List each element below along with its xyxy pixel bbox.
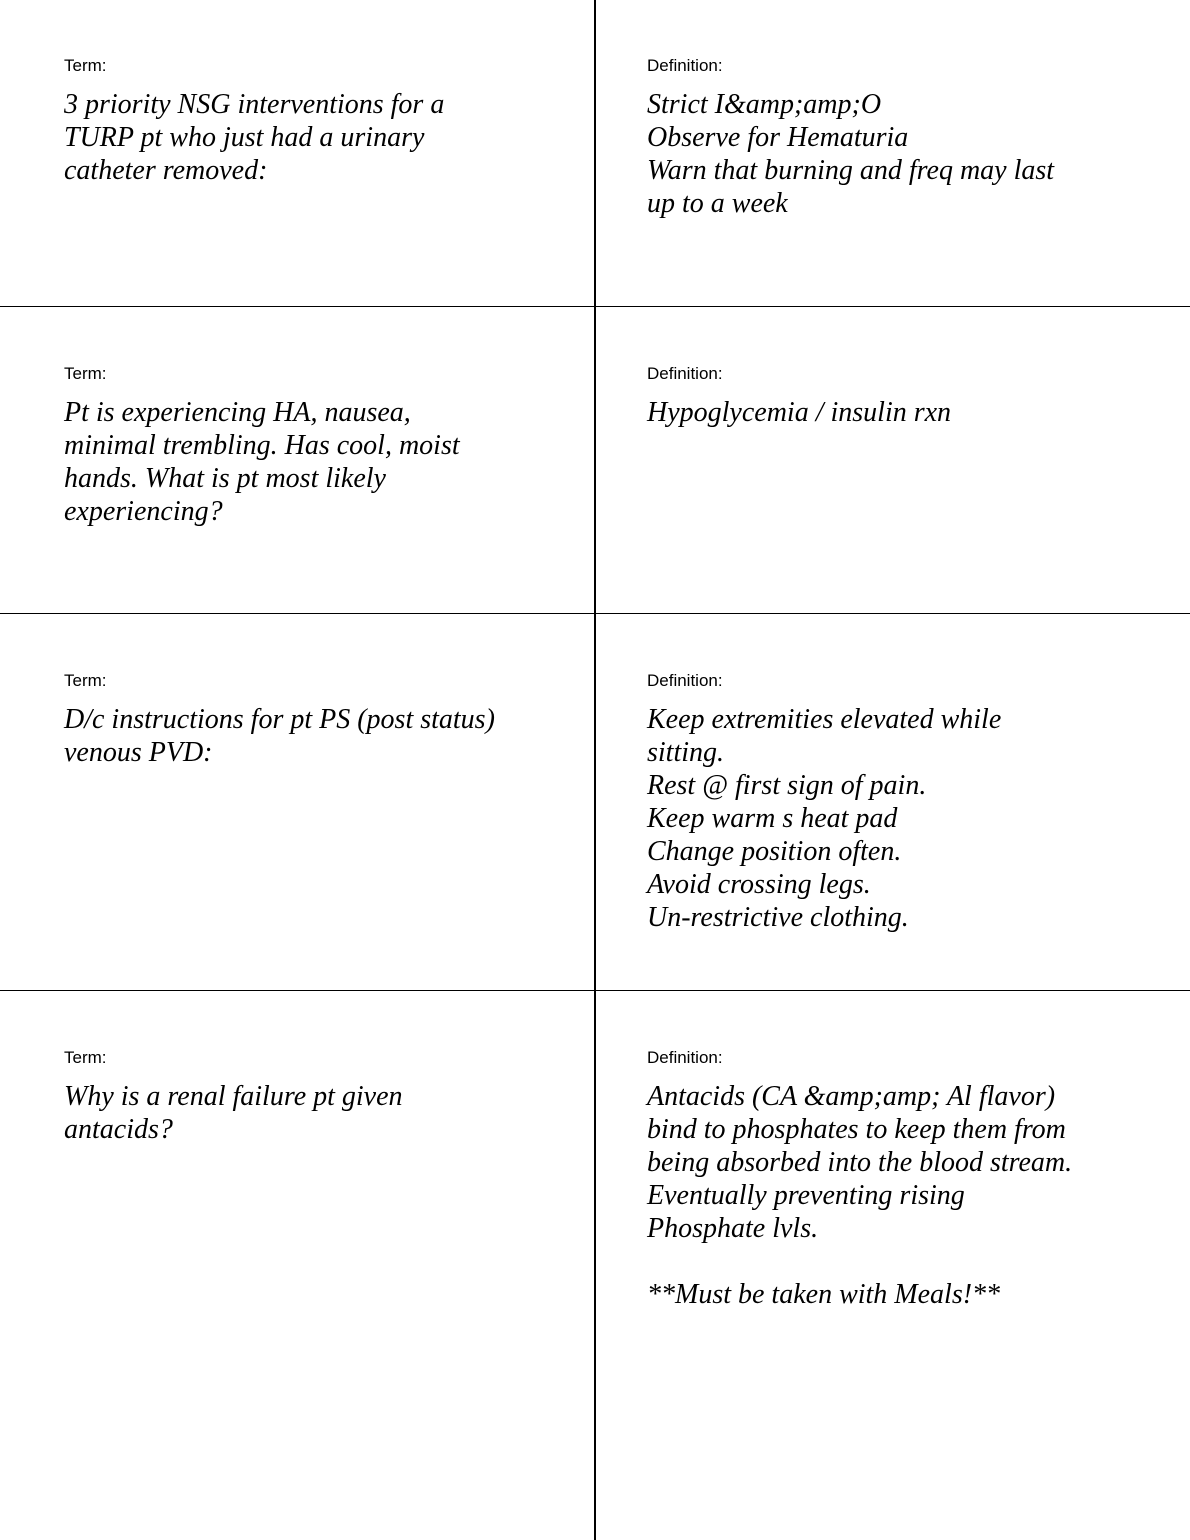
definition-cell (647, 364, 1107, 429)
row-divider (0, 306, 1190, 307)
definition-cell (647, 671, 1107, 934)
term-text: Pt is experiencing HA, nausea, minimal trembling. Has cool, moist hands. What is pt most likely experiencing? (64, 397, 460, 527)
term-cell (64, 364, 534, 528)
definition-text: Keep extremities elevated while sitting. Rest @ first sign of pain. Keep warm s heat pad Change position often. Avoid crossing legs. Un-restrictive clothing. (647, 704, 1002, 933)
term-label: Term: (64, 364, 107, 383)
term-text: Why is a renal failure pt given antacids? (64, 1081, 403, 1145)
definition-text: Hypoglycemia / insulin rxn (647, 397, 952, 428)
definition-label: Definition: (647, 56, 723, 75)
definition-text: Strict I&amp;amp;O Observe for Hematuria Warn that burning and freq may last up to a week (647, 89, 1055, 219)
term-label: Term: (64, 56, 107, 75)
row-divider (0, 990, 1190, 991)
definition-label: Definition: (647, 671, 723, 690)
term-label: Term: (64, 671, 107, 690)
definition-cell (647, 1048, 1107, 1311)
definition-text: Antacids (CA &amp;amp; Al flavor) bind to phosphates to keep them from being absorbed into the blood stream. Eventually preventing rising Phosphate lvls. **Must be taken with Meals!** (647, 1081, 1073, 1310)
term-label: Term: (64, 1048, 107, 1067)
definition-cell (647, 56, 1107, 220)
term-cell (64, 1048, 534, 1146)
term-cell (64, 671, 534, 769)
column-divider (594, 0, 596, 1540)
definition-label: Definition: (647, 1048, 723, 1067)
definition-label: Definition: (647, 364, 723, 383)
row-divider (0, 613, 1190, 614)
term-text: D/c instructions for pt PS (post status) venous PVD: (64, 704, 495, 768)
term-text: 3 priority NSG interventions for a TURP pt who just had a urinary catheter removed: (64, 89, 445, 186)
term-cell (64, 56, 534, 187)
